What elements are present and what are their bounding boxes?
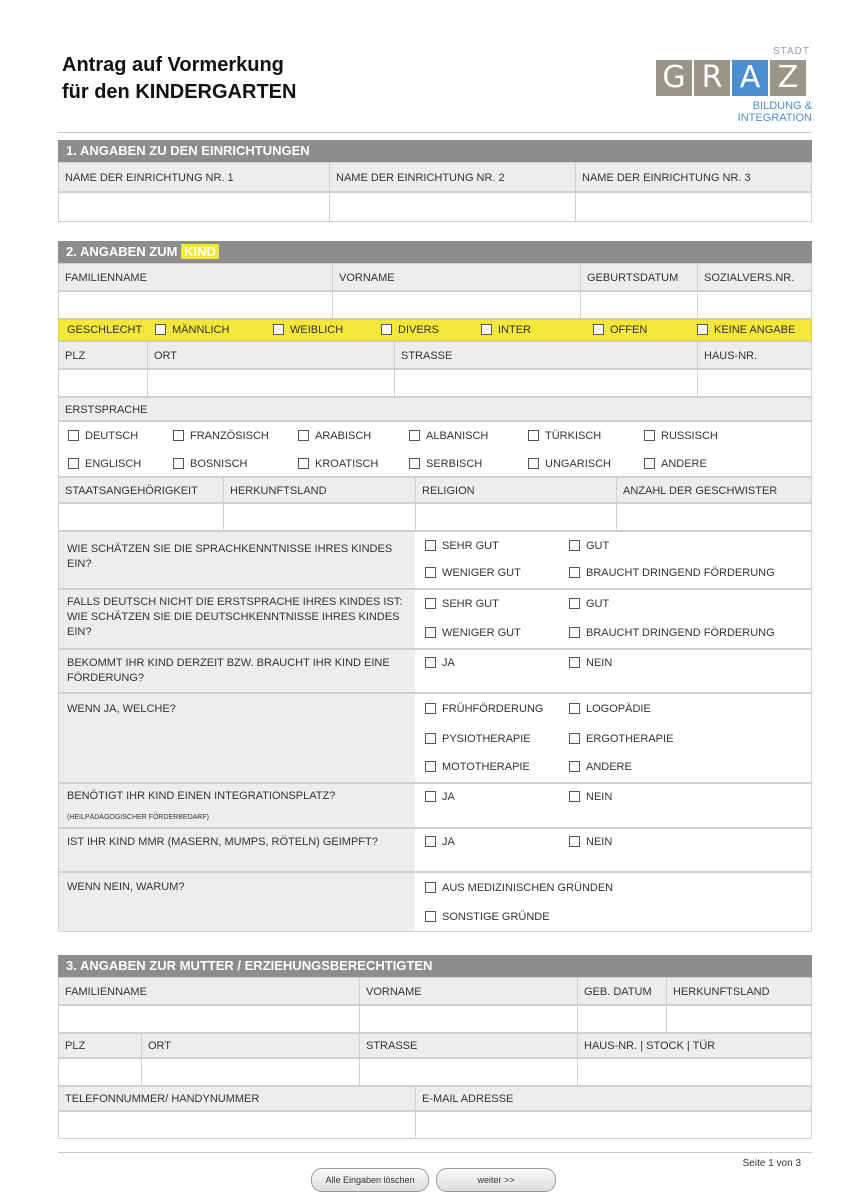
checkbox[interactable] [569,657,580,668]
s2-info-label-row [58,477,812,503]
checkbox[interactable] [273,324,284,335]
q-deutschkenntnisse-text: FALLS DEUTSCH NICHT DIE ERSTSPRACHE IHRES KINDES IST: WIE SCHÄTZEN SIE DIE DEUTSCHKENNTNISSE IHRES KINDES EIN? [67,596,403,638]
option-label: OFFEN [610,324,648,336]
s1-input-row [58,192,812,222]
section-2-heading [58,241,812,263]
label-strasse: STRASSE [394,342,697,368]
checkbox[interactable] [173,458,184,469]
q4-pysiotherapie[interactable] [425,733,531,745]
s3-addr-input-row [58,1058,812,1086]
section-2-heading-highlight: KIND [181,244,219,259]
erstsprache-options [58,421,812,477]
mutter-familienname-field[interactable] [59,1006,359,1032]
checkbox[interactable] [425,703,436,714]
staatsangehoerigkeit-field[interactable] [59,504,223,530]
checkbox[interactable] [569,791,580,802]
option-label: NEIN [586,836,613,848]
logo-subtitle [738,100,812,124]
checkbox[interactable] [569,733,580,744]
q-deutschkenntnisse [58,589,812,649]
sprache-serbisch[interactable] [409,458,482,470]
form-title-line1: Antrag auf Vormerkung [62,54,284,76]
option-label: ALBANISCH [426,430,489,442]
label-mutter-strasse: STRASSE [359,1034,577,1057]
checkbox[interactable] [298,430,309,441]
checkbox[interactable] [425,627,436,638]
label-sozialvers: SOZIALVERS.NR. [697,264,813,290]
erstsprache-label: ERSTSPRACHE [65,404,148,416]
option-label: PYSIOTHERAPIE [442,733,531,745]
checkbox[interactable] [569,761,580,772]
einrichtung-1-field[interactable] [59,193,329,221]
label-geschwister: ANZAHL DER GESCHWISTER [616,478,813,502]
next-button[interactable]: weiter >> [436,1168,556,1192]
geschlecht-option-weiblich[interactable] [273,324,343,336]
checkbox[interactable] [68,430,79,441]
q3-nein[interactable] [569,657,612,669]
logo-sub1: BILDUNG & [752,100,812,112]
option-label: RUSSISCH [661,430,718,442]
mutter-herkunftsland-field[interactable] [666,1006,813,1032]
option-label: FRANZÖSISCH [190,430,269,442]
checkbox[interactable] [409,430,420,441]
option-label: LOGOPÄDIE [586,703,651,715]
checkbox[interactable] [425,761,436,772]
label-staatsangehoerigkeit: STAATSANGEHÖRIGKEIT [65,485,198,497]
logo-letter-a: A [732,60,768,96]
geschlecht-option-divers[interactable] [381,324,439,336]
checkbox[interactable] [425,540,436,551]
option-label: SEHR GUT [442,598,499,610]
q4-logopaedie[interactable] [569,703,651,715]
checkbox[interactable] [425,657,436,668]
option-label: SERBISCH [426,458,483,470]
checkbox[interactable] [569,836,580,847]
option-label: UNGARISCH [545,458,612,470]
q-integrationsplatz [58,783,812,828]
clear-button[interactable]: Alle Eingaben löschen [311,1168,429,1192]
q3-ja[interactable] [425,657,455,669]
sprache-tuerkisch[interactable] [528,430,601,442]
option-label: ARABISCH [315,430,372,442]
option-label: SONSTIGE GRÜNDE [442,911,550,923]
option-label: WENIGER GUT [442,567,521,579]
checkbox[interactable] [425,567,436,578]
sprache-englisch[interactable] [68,458,141,470]
q-warum-text: WENN NEIN, WARUM? [67,881,185,893]
s3-name-input-row [58,1005,812,1033]
geschlecht-option-maennlich[interactable] [155,324,229,336]
s2-name-input-row [58,291,812,319]
q-mmr-text: IST IHR KIND MMR (MASERN, MUMPS, RÖTELN) GEIMPFT? [67,836,378,848]
option-label: NEIN [586,657,613,669]
q5-ja[interactable] [425,791,455,803]
option-label: ANDERE [661,458,707,470]
checkbox[interactable] [569,627,580,638]
option-label: DIVERS [398,324,439,336]
q-foerderung-text: BEKOMMT IHR KIND DERZEIT BZW. BRAUCHT IHR KIND EINE FÖRDERUNG? [67,657,390,684]
logo-letter-r: R [694,60,730,96]
q1-sehr-gut[interactable] [425,540,499,552]
checkbox[interactable] [173,430,184,441]
checkbox[interactable] [593,324,604,335]
geschlecht-option-offen[interactable] [593,324,647,336]
checkbox[interactable] [569,540,580,551]
option-label: WENIGER GUT [442,627,521,639]
q2-sehr-gut[interactable] [425,598,499,610]
label-plz: PLZ [65,350,86,362]
label-mutter-gebdatum: GEB. DATUM [577,978,666,1004]
q2-dringend[interactable] [569,627,775,639]
q-foerderung [58,649,812,693]
q-integrationsplatz-note: (HEILPÄDAGOGISCHER FÖRDERBEDARF) [67,814,209,821]
label-mutter-vorname: VORNAME [359,978,577,1004]
erstsprache-label-row [58,397,812,421]
vorname-field[interactable] [332,292,580,318]
option-label: ERGOTHERAPIE [586,733,674,745]
checkbox[interactable] [425,882,436,893]
label-familienname: FAMILIENNAME [65,272,147,284]
telefon-field[interactable] [59,1112,415,1138]
mutter-strasse-field[interactable] [359,1059,577,1085]
page-indicator: Seite 1 von 3 [742,1158,801,1169]
q4-fruehfoerderung[interactable] [425,703,543,715]
option-label: INTER [498,324,531,336]
label-telefon: TELEFONNUMMER/ HANDYNUMMER [65,1093,260,1105]
sprache-arabisch[interactable] [298,430,371,442]
checkbox[interactable] [425,733,436,744]
s3-addr-label-row [58,1033,812,1058]
geschwister-field[interactable] [616,504,813,530]
mutter-ort-field[interactable] [141,1059,359,1085]
q1-dringend[interactable] [569,567,775,579]
checkbox[interactable] [155,324,166,335]
s1-label-row [58,162,812,192]
q5-nein[interactable] [569,791,612,803]
geschlecht-option-keine-angabe[interactable] [697,324,795,336]
section-1-heading: 1. ANGABEN ZU DEN EINRICHTUNGEN [58,140,812,162]
option-label: KEINE ANGABE [714,324,796,336]
q4-mototherapie[interactable] [425,761,530,773]
s2-info-input-row [58,503,812,531]
q-welche-text: WENN JA, WELCHE? [67,703,176,715]
checkbox[interactable] [381,324,392,335]
option-label: MOTOTHERAPIE [442,761,530,773]
geburtsdatum-field[interactable] [580,292,697,318]
checkbox[interactable] [644,430,655,441]
checkbox[interactable] [425,598,436,609]
sprache-ungarisch[interactable] [528,458,611,470]
option-label: AUS MEDIZINISCHEN GRÜNDEN [442,882,614,894]
logo-sub2: INTEGRATION [737,112,812,124]
familienname-field[interactable] [59,292,332,318]
label-mutter-herkunftsland: HERKUNFTSLAND [666,978,813,1004]
header-divider [58,132,812,133]
mutter-hausnr-field[interactable] [577,1059,813,1085]
option-label: ANDERE [586,761,632,773]
mutter-gebdatum-field[interactable] [577,1006,666,1032]
section-2-heading-text: 2. ANGABEN ZUM [66,244,182,259]
geschlecht-row [58,319,812,341]
logo-letter-g: G [656,60,692,96]
sozialvers-field[interactable] [697,292,813,318]
option-label: BRAUCHT DRINGEND FÖRDERUNG [586,627,775,639]
q-mmr [58,828,812,872]
q2-gut[interactable] [569,598,609,610]
checkbox[interactable] [425,836,436,847]
label-hausnr: HAUS-NR. [697,342,813,368]
sprache-andere[interactable] [644,458,707,470]
q-integrationsplatz-text: BENÖTIGT IHR KIND EINEN INTEGRATIONSPLATZ? [67,790,336,802]
option-label: TÜRKISCH [545,430,602,442]
option-label: ENGLISCH [85,458,142,470]
checkbox[interactable] [569,598,580,609]
ort-field[interactable] [147,370,394,396]
strasse-field[interactable] [394,370,697,396]
label-vorname: VORNAME [332,264,580,290]
mutter-plz-field[interactable] [59,1059,141,1085]
label-mutter-plz: PLZ [65,1040,86,1052]
q7-medizinisch[interactable] [425,882,613,894]
sprache-deutsch[interactable] [68,430,138,442]
mutter-vorname-field[interactable] [359,1006,577,1032]
option-label: SEHR GUT [442,540,499,552]
s2-addr-input-row [58,369,812,397]
q-sprachkenntnisse [58,531,812,589]
logo-letter-z: Z [770,60,806,96]
footer-divider [58,1152,812,1153]
sprache-bosnisch[interactable] [173,458,247,470]
s3-name-label-row [58,977,812,1005]
graz-logo [656,46,816,130]
q-warum [58,872,812,932]
logo-letters [656,60,806,96]
form-title [62,52,296,106]
checkbox[interactable] [528,430,539,441]
option-label: JA [442,836,455,848]
logo-stadt: STADT [772,46,810,57]
option-label: NEIN [586,791,613,803]
sprache-kroatisch[interactable] [298,458,378,470]
q4-ergotherapie[interactable] [569,733,673,745]
q1-weniger-gut[interactable] [425,567,521,579]
option-label: JA [442,657,455,669]
option-label: JA [442,791,455,803]
sprache-franzoesisch[interactable] [173,430,269,442]
sprache-albanisch[interactable] [409,430,488,442]
form-title-line2: für den KINDERGARTEN [62,81,297,103]
option-label: GUT [586,540,610,552]
checkbox[interactable] [68,458,79,469]
label-mutter-hausnr: HAUS-NR. | STOCK | TÜR [577,1034,813,1057]
checkbox[interactable] [298,458,309,469]
q6-ja[interactable] [425,836,455,848]
s2-name-label-row [58,263,812,291]
label-mutter-familienname: FAMILIENNAME [65,986,147,998]
option-label: FRÜHFÖRDERUNG [442,703,544,715]
q-welche [58,693,812,783]
herkunftsland-field[interactable] [223,504,415,530]
checkbox[interactable] [528,458,539,469]
label-geburtsdatum: GEBURTSDATUM [580,264,697,290]
checkbox[interactable] [697,324,708,335]
checkbox[interactable] [425,791,436,802]
option-label: WEIBLICH [290,324,344,336]
checkbox[interactable] [481,324,492,335]
checkbox[interactable] [425,911,436,922]
religion-field[interactable] [415,504,616,530]
checkbox[interactable] [569,567,580,578]
option-label: MÄNNLICH [172,324,230,336]
email-field[interactable] [415,1112,813,1138]
option-label: BRAUCHT DRINGEND FÖRDERUNG [586,567,775,579]
option-label: KROATISCH [315,458,379,470]
label-email: E-MAIL ADRESSE [415,1087,813,1110]
checkbox[interactable] [644,458,655,469]
option-label: BOSNISCH [190,458,248,470]
s1-label-2: NAME DER EINRICHTUNG NR. 2 [329,163,575,191]
label-mutter-ort: ORT [141,1034,359,1057]
q7-sonstige[interactable] [425,911,550,923]
label-religion: RELIGION [415,478,616,502]
q4-andere[interactable] [569,761,632,773]
option-label: GUT [586,598,610,610]
s3-contact-label-row [58,1086,812,1111]
s2-addr-label-row [58,341,812,369]
s1-label-3: NAME DER EINRICHTUNG NR. 3 [575,163,813,191]
label-ort: ORT [147,342,394,368]
q2-weniger-gut[interactable] [425,627,521,639]
q-sprachkenntnisse-text: WIE SCHÄTZEN SIE DIE SPRACHKENNTNISSE IHRES KINDES EIN? [67,543,393,570]
option-label: DEUTSCH [85,430,139,442]
q1-gut[interactable] [569,540,609,552]
einrichtung-3-field[interactable] [575,193,813,221]
checkbox[interactable] [569,703,580,714]
label-herkunftsland: HERKUNFTSLAND [223,478,415,502]
section-3-heading: 3. ANGABEN ZUR MUTTER / ERZIEHUNGSBERECHTIGTEN [58,955,812,977]
plz-field[interactable] [59,370,147,396]
geschlecht-label: GESCHLECHT [67,324,143,336]
sprache-russisch[interactable] [644,430,718,442]
q6-nein[interactable] [569,836,612,848]
s3-contact-input-row [58,1111,812,1139]
checkbox[interactable] [409,458,420,469]
hausnr-field[interactable] [697,370,813,396]
s1-label-1: NAME DER EINRICHTUNG NR. 1 [65,172,234,184]
einrichtung-2-field[interactable] [329,193,575,221]
geschlecht-option-inter[interactable] [481,324,531,336]
